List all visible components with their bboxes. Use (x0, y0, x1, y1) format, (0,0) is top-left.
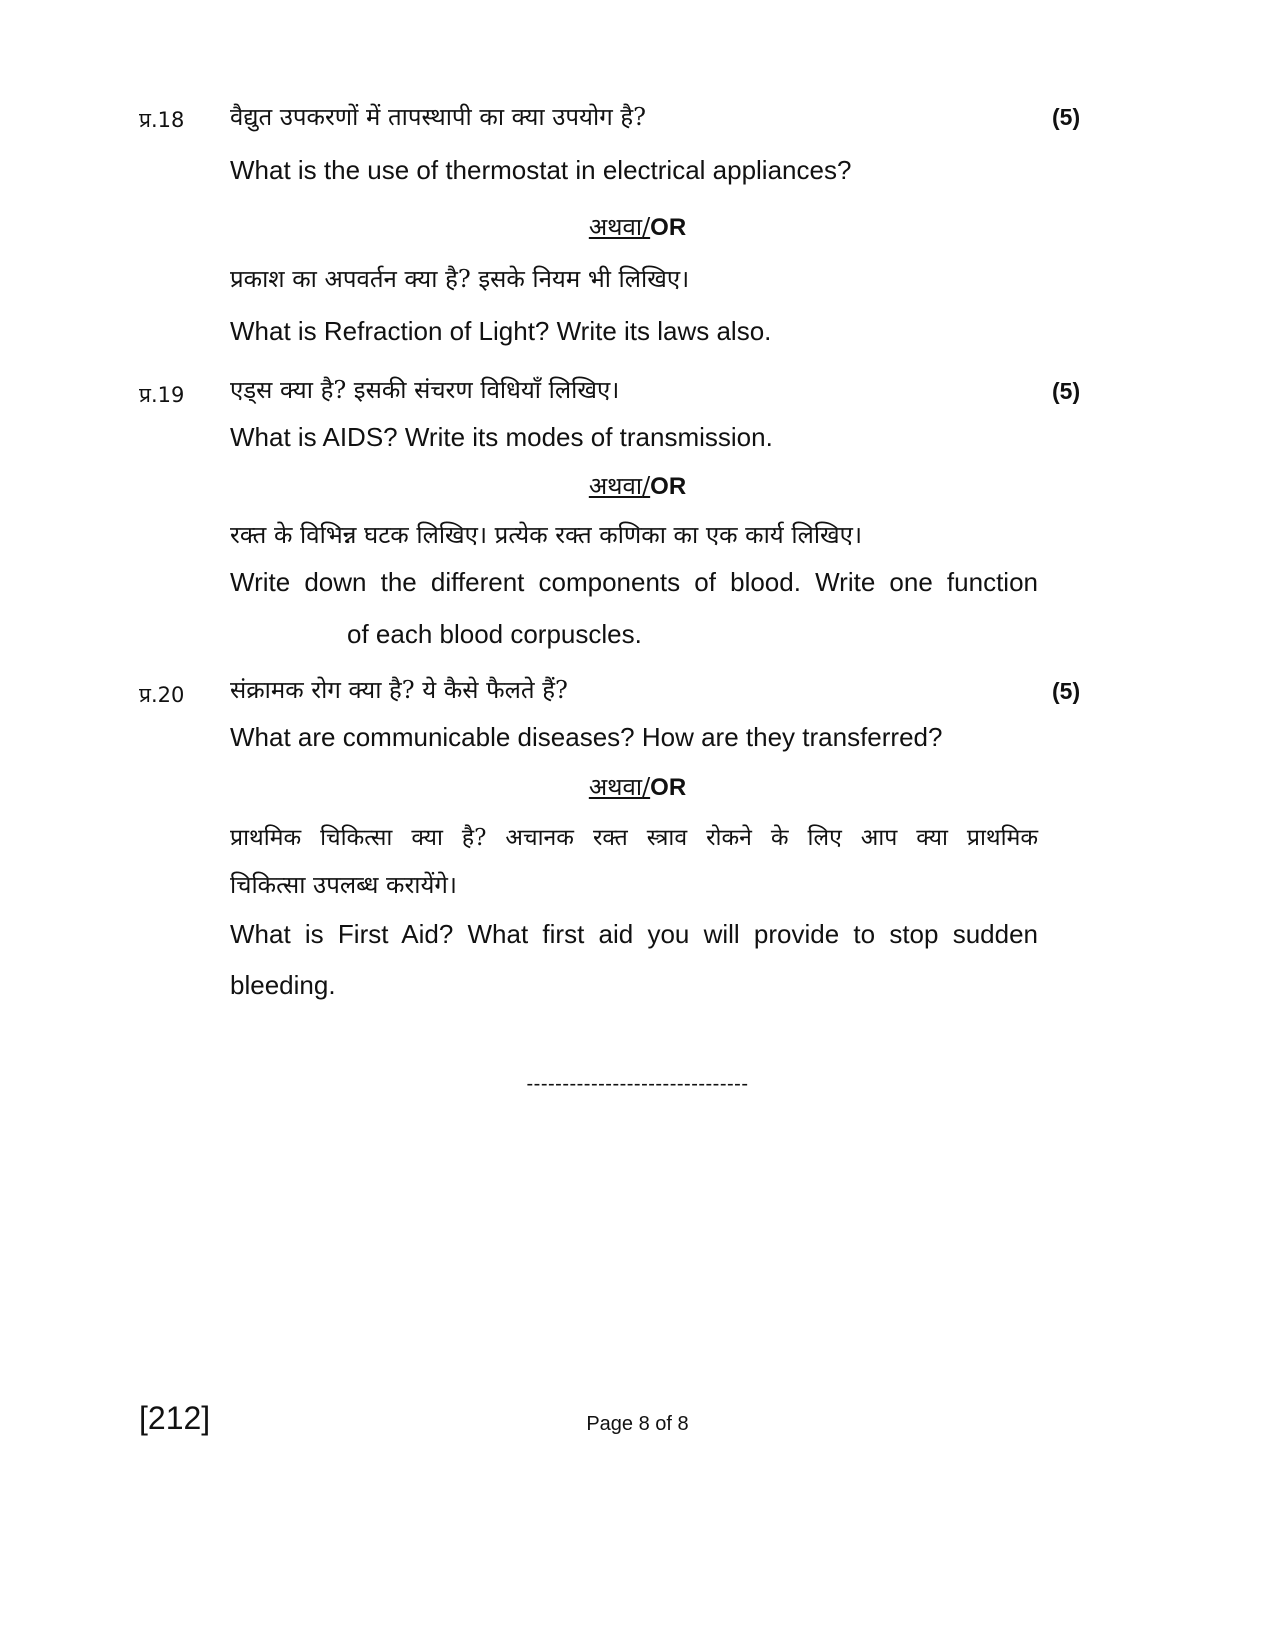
question-marks: (5) (1052, 678, 1081, 704)
or-label-hindi: अथवा (588, 773, 643, 801)
question-text-hindi: वैद्युत उपकरणों में तापस्थापी का क्या उपयोग है? (230, 103, 646, 131)
question-text-english: What is AIDS? Write its modes of transmission. (230, 422, 773, 452)
question-text-hindi: एड्स क्या है? इसकी संचरण विधियाँ लिखिए। (230, 376, 620, 404)
end-divider: ------------------------------- (526, 1073, 749, 1095)
or-label-hindi: अथवा (588, 472, 643, 500)
alternate-question-english-line-2: of each blood corpuscles. (347, 619, 642, 649)
question-number: प्र.20 (139, 683, 185, 707)
or-label-english: OR (650, 774, 687, 801)
or-separator (0, 770, 1275, 803)
alternate-question-english-line-1: Write down the different components of blood. Write one function (230, 567, 1038, 597)
or-slash: / (642, 213, 651, 241)
question-text-english: What are communicable diseases? How are they transferred? (230, 722, 943, 752)
or-slash: / (642, 472, 651, 500)
question-number: प्र.19 (139, 383, 185, 407)
alternate-question-hindi-line-1: प्राथमिक चिकित्सा क्या है? अचानक रक्त स्त्राव रोकने के लिए आप क्या प्राथमिक (230, 825, 1038, 851)
alternate-question-hindi: प्रकाश का अपवर्तन क्या है? इसके नियम भी लिखिए। (230, 265, 690, 293)
alternate-question-hindi-line-2: चिकित्सा उपलब्ध करायेंगे। (230, 871, 458, 899)
or-label-english: OR (650, 214, 687, 241)
question-marks: (5) (1052, 378, 1081, 404)
question-text-hindi: संक्रामक रोग क्या है? ये कैसे फैलते हैं? (230, 676, 568, 704)
alternate-question-hindi: रक्त के विभिन्न घटक लिखिए। प्रत्येक रक्त कणिका का एक कार्य लिखिए। (230, 521, 863, 549)
question-marks: (5) (1052, 104, 1081, 130)
alternate-question-english-line-1: What is First Aid? What first aid you will provide to stop sudden (230, 919, 1038, 949)
alternate-question-english: What is Refraction of Light? Write its laws also. (230, 316, 772, 346)
question-text-english: What is the use of thermostat in electrical appliances? (230, 155, 852, 185)
paper-code: [212] (139, 1400, 211, 1436)
alternate-question-english-line-2: bleeding. (230, 970, 336, 1000)
or-slash: / (642, 773, 651, 801)
or-label-english: OR (650, 473, 687, 500)
question-number: प्र.18 (139, 108, 185, 132)
page-number: Page 8 of 8 (586, 1413, 689, 1435)
or-label-hindi: अथवा (588, 213, 643, 241)
or-separator (0, 469, 1275, 502)
or-separator (0, 210, 1275, 243)
